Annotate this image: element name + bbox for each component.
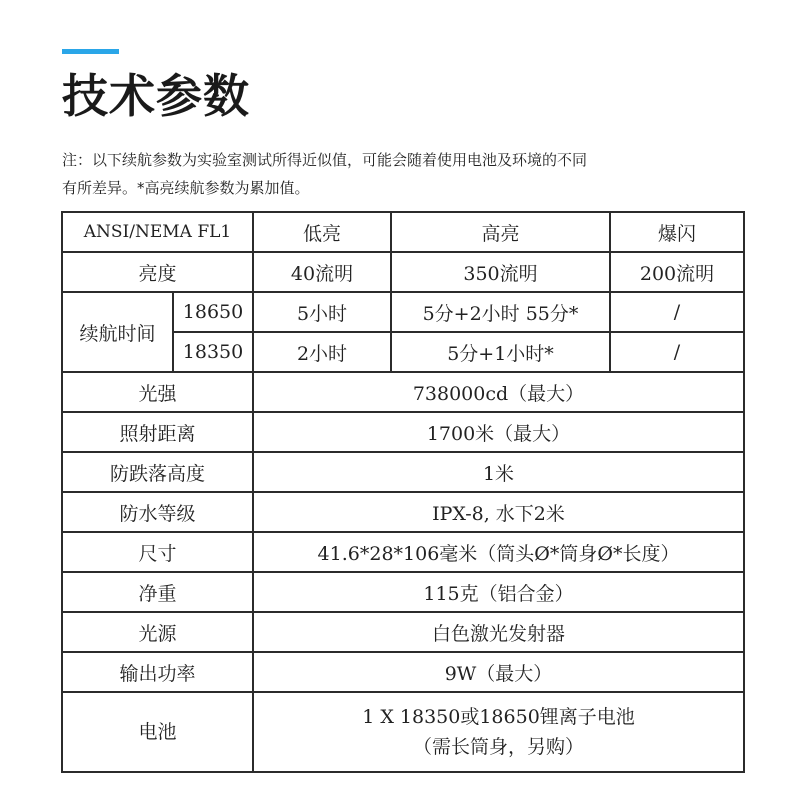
runtime-strobe: / — [610, 332, 744, 372]
table-row — [62, 652, 744, 692]
table-row-header — [62, 212, 744, 252]
runtime-low: 5小时 — [253, 292, 391, 332]
runtime-battery: 18650 — [173, 292, 253, 332]
table-row — [62, 412, 744, 452]
header-standard: ANSI/NEMA FL1 — [62, 212, 253, 252]
spec-label: 防跌落高度 — [62, 452, 253, 492]
spec-label: 输出功率 — [62, 652, 253, 692]
spec-value: IPX-8, 水下2米 — [253, 492, 744, 532]
spec-value: 1米 — [253, 452, 744, 492]
spec-table — [61, 211, 745, 773]
brightness-label: 亮度 — [62, 252, 253, 292]
runtime-low: 2小时 — [253, 332, 391, 372]
runtime-high: 5分+2小时 55分* — [391, 292, 610, 332]
runtime-label: 续航时间 — [62, 292, 173, 372]
battery-value — [253, 692, 744, 772]
spec-label: 照射距离 — [62, 412, 253, 452]
battery-line-2: （需长筒身，另购） — [412, 736, 584, 758]
note-line-2: 有所差异。*高亮续航参数为累加值。 — [62, 179, 310, 197]
table-row-runtime-18650 — [62, 292, 744, 332]
header-high: 高亮 — [391, 212, 610, 252]
spec-label: 净重 — [62, 572, 253, 612]
spec-value: 115克（铝合金） — [253, 572, 744, 612]
accent-bar — [62, 49, 119, 54]
table-row-battery — [62, 692, 744, 772]
page-title: 技术参数 — [62, 69, 250, 123]
spec-label: 尺寸 — [62, 532, 253, 572]
table-row — [62, 572, 744, 612]
spec-label: 光强 — [62, 372, 253, 412]
brightness-low: 40流明 — [253, 252, 391, 292]
runtime-battery: 18350 — [173, 332, 253, 372]
battery-line-1: 1 X 18350或18650锂离子电池 — [362, 706, 635, 728]
table-row-brightness — [62, 252, 744, 292]
table-row — [62, 452, 744, 492]
header-strobe: 爆闪 — [610, 212, 744, 252]
spec-value: 白色激光发射器 — [253, 612, 744, 652]
spec-value: 9W（最大） — [253, 652, 744, 692]
note-text — [62, 146, 752, 202]
brightness-high: 350流明 — [391, 252, 610, 292]
brightness-strobe: 200流明 — [610, 252, 744, 292]
runtime-high: 5分+1小时* — [391, 332, 610, 372]
spec-label: 光源 — [62, 612, 253, 652]
spec-value: 1700米（最大） — [253, 412, 744, 452]
table-row — [62, 492, 744, 532]
table-row — [62, 372, 744, 412]
table-row — [62, 532, 744, 572]
spec-value: 738000cd（最大） — [253, 372, 744, 412]
table-row — [62, 612, 744, 652]
spec-label: 防水等级 — [62, 492, 253, 532]
spec-value: 41.6*28*106毫米（筒头Ø*筒身Ø*长度） — [253, 532, 744, 572]
battery-label: 电池 — [62, 692, 253, 772]
runtime-strobe: / — [610, 292, 744, 332]
note-line-1: 注：以下续航参数为实验室测试所得近似值，可能会随着使用电池及环境的不同 — [62, 151, 588, 169]
header-low: 低亮 — [253, 212, 391, 252]
